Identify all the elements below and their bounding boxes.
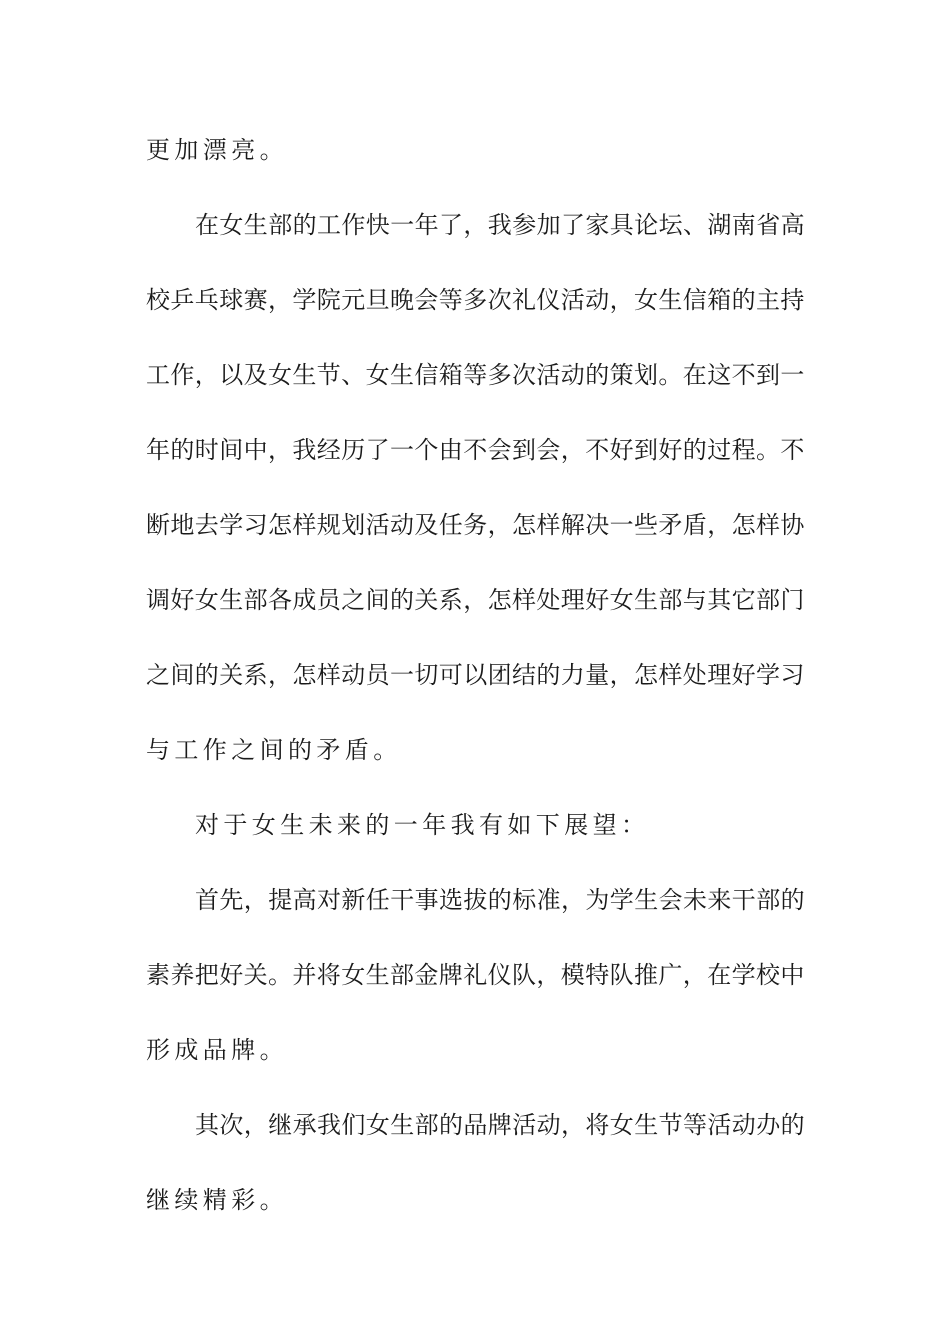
text-line: 与工作之间的矛盾。 (146, 736, 402, 764)
text-line: 之间的关系，怎样动员一切可以团结的力量，怎样处理好学习 (146, 661, 805, 689)
paragraph-first-line: 在女生部的工作快一年了，我参加了家具论坛、湖南省高 (195, 211, 805, 239)
text-line: 校乒乓球赛，学院元旦晚会等多次礼仪活动，女生信箱的主持 (146, 286, 805, 314)
text-line: 更加漂亮。 (146, 136, 288, 164)
text-line: 素养把好关。并将女生部金牌礼仪队，模特队推广，在学校中 (146, 961, 805, 989)
text-line: 断地去学习怎样规划活动及任务，怎样解决一些矛盾，怎样协 (146, 511, 805, 539)
text-line: 继续精彩。 (146, 1186, 288, 1214)
text-line: 调好女生部各成员之间的关系，怎样处理好女生部与其它部门 (146, 586, 805, 614)
paragraph-first-line: 首先，提高对新任干事选拔的标准，为学生会未来干部的 (195, 886, 805, 914)
text-line: 年的时间中，我经历了一个由不会到会，不好到好的过程。不 (146, 436, 805, 464)
paragraph-first-line: 对于女生未来的一年我有如下展望： (195, 811, 650, 839)
text-line: 形成品牌。 (146, 1036, 288, 1064)
text-line: 工作，以及女生节、女生信箱等多次活动的策划。在这不到一 (146, 361, 805, 389)
paragraph-first-line: 其次，继承我们女生部的品牌活动，将女生节等活动办的 (195, 1111, 805, 1139)
